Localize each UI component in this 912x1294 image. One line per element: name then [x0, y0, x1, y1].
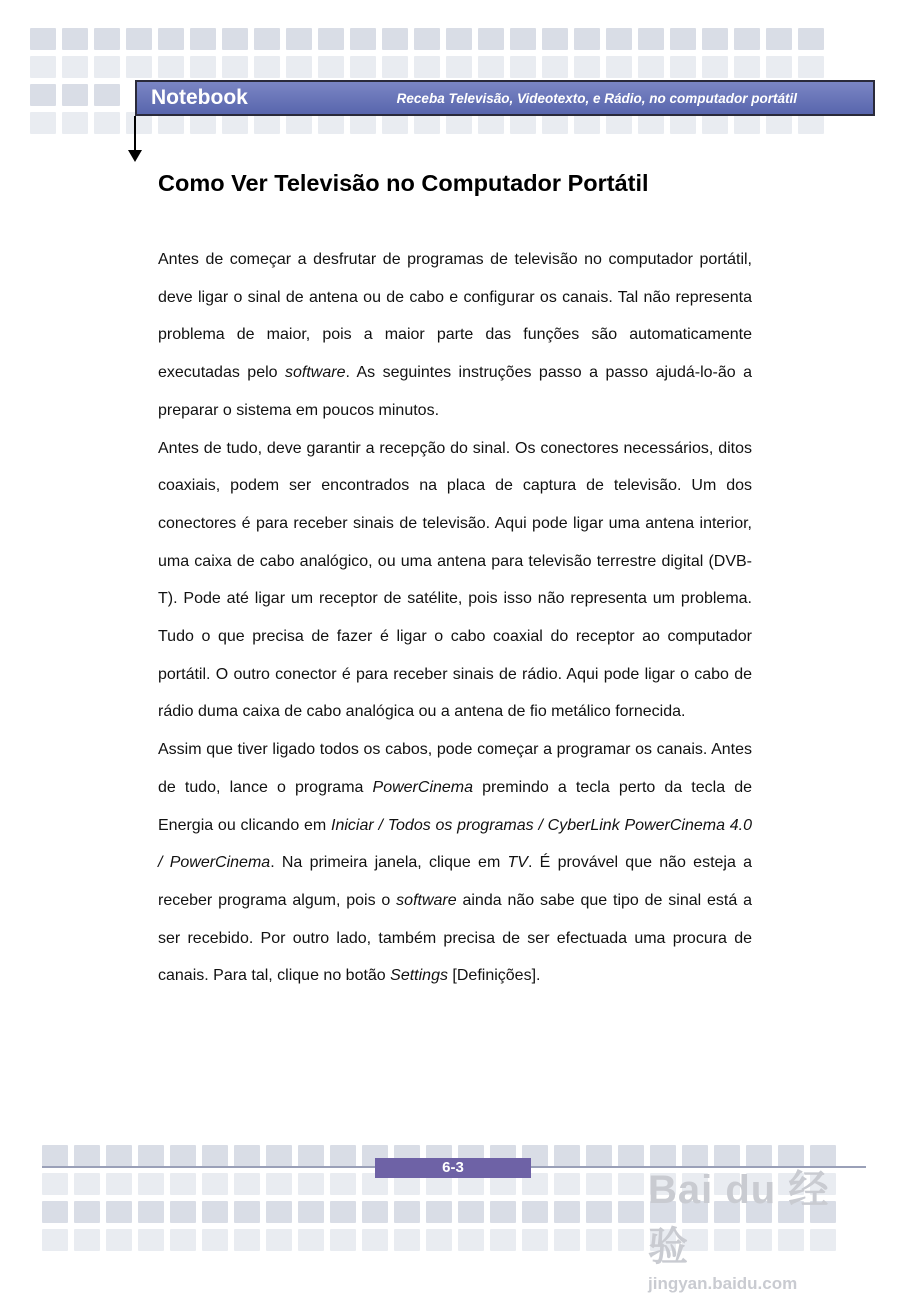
header-bar: [135, 80, 875, 116]
paragraph-3-text-f: [Definições].: [447, 967, 541, 985]
paragraph-1-emphasis: software: [285, 364, 346, 382]
paragraph-3-text-c: . Na primeira janela, clique em: [270, 854, 508, 872]
header-title: Notebook: [151, 86, 248, 109]
paragraph-3: [158, 731, 752, 995]
paragraph-3-text-a: Assim que tiver ligado todos os cabos, pode começar a programar os canais. Antes de tudo, lance o programa: [158, 741, 752, 796]
paragraph-3-text-d: . É provável que não esteja a receber programa algum, pois o: [158, 854, 753, 909]
header-arrow-line: [134, 116, 136, 154]
paragraph-2: Antes de tudo, deve garantir a recepção do sinal. Os conectores necessários, ditos coaxiais, podem ser encontrados na placa de captura de televisão. Um dos conectores é para receber sinais de televisão. Aqui pode ligar uma antena interior, uma caixa de cabo analógico, ou uma antena para televisão terrestre digital (DVB-T). Pode até ligar um receptor de satélite, pois isso não representa um problema. Tudo o que precisa de fazer é ligar o cabo coaxial do receptor ao computador portátil. O outro conector é para receber sinais de rádio. Aqui pode ligar o cabo de rádio duma caixa de cabo analógica ou a antena de fio metálico fornecida.: [158, 439, 752, 721]
page-number: 6-3: [375, 1158, 531, 1178]
watermark-url: jingyan.baidu.com: [648, 1274, 798, 1293]
paragraph-3-emphasis-3: TV: [507, 854, 528, 872]
arrow-down-icon: [128, 150, 142, 162]
paragraph-3-emphasis-4: software: [396, 891, 457, 909]
paragraph-1: [158, 241, 752, 430]
paragraph-1-text: Antes de começar a desfrutar de programas de televisão no computador portátil, deve ligar o sinal de antena ou de cabo e configurar os canais. Tal não representa problema de maior, pois a maior parte das funções são automaticamente executadas pelo: [158, 251, 752, 382]
watermark-logo: Bai du 经验: [648, 1168, 830, 1269]
paragraph-3-emphasis-5: Settings: [390, 967, 448, 985]
paragraph-3-emphasis-2: Iniciar / Todos os programas / CyberLink PowerCinema 4.0 / PowerCinema: [158, 816, 752, 872]
baidu-watermark: [648, 1158, 868, 1293]
header-subtitle: Receba Televisão, Videotexto, e Rádio, no computador portátil: [396, 90, 797, 106]
paragraph-3-text-e: ainda não sabe que tipo de sinal está a ser recebido. Por outro lado, também precisa de ser efectuada uma procura de canais. Para tal, clique no botão: [158, 891, 752, 985]
page-title: Como Ver Televisão no Computador Portátil: [158, 170, 649, 196]
paragraph-3-text-b: premindo a tecla perto da tecla de Energia ou clicando em: [158, 778, 753, 834]
paragraph-3-emphasis-1: PowerCinema: [372, 778, 474, 796]
body-text: [158, 241, 752, 995]
paragraph-1-tail: . As seguintes instruções passo a passo ajudá-lo-ão a preparar o sistema em poucos minutos.: [158, 364, 752, 419]
